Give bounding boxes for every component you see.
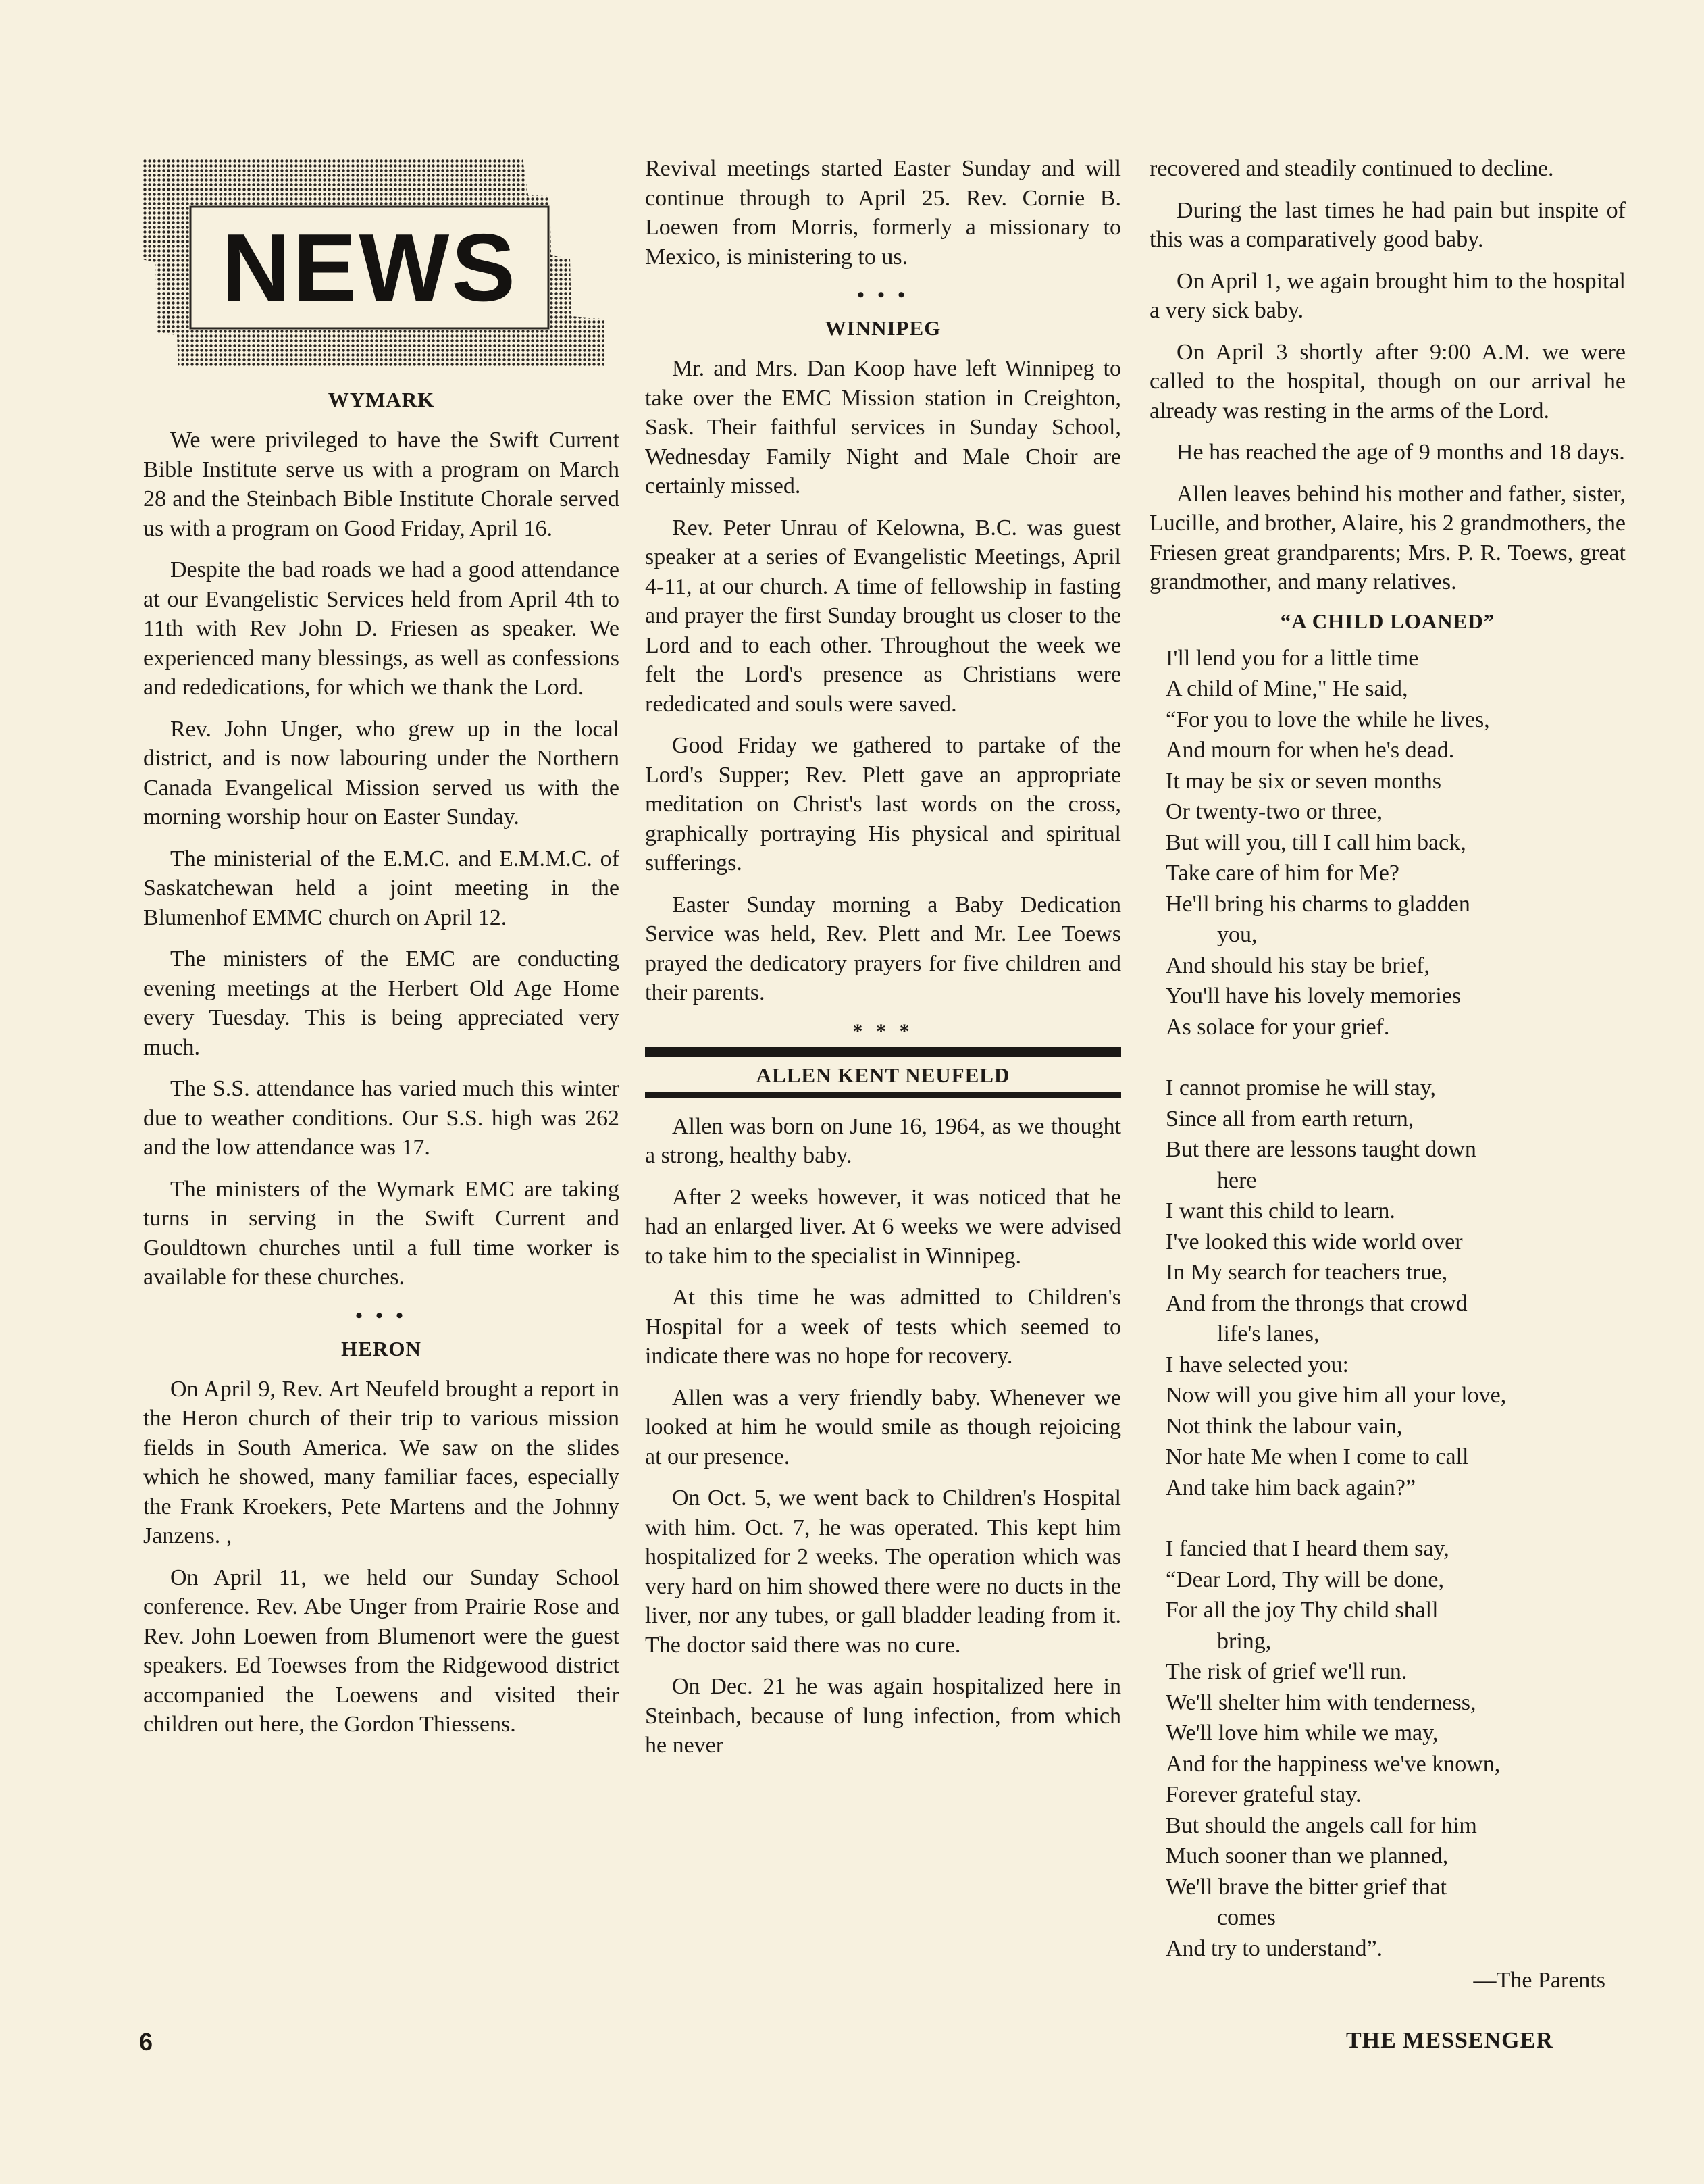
wymark-heading: WYMARK [328, 388, 435, 411]
obituary-paragraph: Allen leaves behind his mother and father, sister, Lucille, and brother, Alaire, his 2 grandmothers, the Friesen great grandparents; Mrs. P. R. Toews, great grandmother, and many relatives. [1150, 481, 1626, 594]
poem-line: You'll have his lovely memories [1166, 984, 1462, 1009]
winnipeg-heading: WINNIPEG [825, 316, 941, 340]
obituary-continuation: recovered and steadily continued to decline. [1150, 156, 1554, 181]
poem-line: The risk of grief we'll run. [1166, 1659, 1408, 1684]
heron-continuation: Revival meetings started Easter Sunday and will continue through to April 25. Rev. Cornie B. Loewen from Morris, formerly a missionary to Mexico, is ministering to us. [645, 156, 1121, 270]
poem-line: And mourn for when he's dead. [1166, 738, 1455, 763]
poem-line: For all the joy Thy child shall [1166, 1598, 1439, 1623]
obituary-paragraph: Allen was a very friendly baby. Whenever we looked at him he would smile as though rejoicing at our presence. [645, 1385, 1121, 1469]
poem-stanza-2 [1150, 1073, 1626, 1503]
poem-line: here [1217, 1167, 1257, 1193]
poem-line: Take care of him for Me? [1166, 861, 1399, 886]
section-separator: • • • [857, 284, 909, 306]
winnipeg-paragraph: Easter Sunday morning a Baby Dedication Service was held, Rev. Plett and Mr. Lee Toews prayed the dedicatory prayers for five children and their parents. [645, 892, 1121, 1005]
poem-stanza-3 [1150, 1533, 1626, 1964]
poem-line: Or twenty-two or three, [1166, 799, 1383, 824]
poem-line: It may be six or seven months [1166, 768, 1441, 794]
poem-line: I have selected you: [1166, 1352, 1349, 1377]
poem-line: I want this child to learn. [1166, 1198, 1395, 1223]
obituary-paragraph: After 2 weeks however, it was noticed that he had an enlarged liver. At 6 weeks we were advised to take him to the specialist in Winnipeg. [645, 1184, 1121, 1269]
poem-line: He'll bring his charms to gladden [1166, 891, 1470, 917]
heron-paragraph: On April 11, we held our Sunday School conference. Rev. Abe Unger from Prairie Rose and Rev. John Loewen from Blumenort were the guest speakers. Ed Toewses from the Ridgewood district accompanied the Loewens and visited their children out here, the Gordon Thiessens. [143, 1565, 619, 1737]
poem-line: In My search for teachers true, [1166, 1260, 1448, 1285]
heron-heading: HERON [341, 1336, 421, 1361]
poem-line: Now will you give him all your love, [1166, 1383, 1507, 1408]
poem-line: We'll shelter him with tenderness, [1166, 1690, 1476, 1715]
obituary-heading: ALLEN KENT NEUFELD [756, 1063, 1010, 1087]
poem-signature: —The Parents [1473, 1968, 1605, 1993]
obituary-paragraph: On April 3 shortly after 9:00 A.M. we were called to the hospital, though on our arrival he already was resting in the arms of the Lord. [1150, 339, 1626, 424]
poem-line: Forever grateful stay. [1166, 1782, 1362, 1807]
section-separator: * * * [852, 1019, 914, 1042]
poem-line: Much sooner than we planned, [1166, 1844, 1449, 1869]
obituary-paragraph: He has reached the age of 9 months and 18 days. [1177, 440, 1625, 465]
column-3 [1150, 154, 1626, 1996]
obituary-paragraph: Allen was born on June 16, 1964, as we thought a strong, healthy baby. [645, 1113, 1121, 1168]
wymark-paragraph: The ministerial of the E.M.C. and E.M.M.C. of Saskatchewan held a joint meeting in the Blumenhof EMMC church on April 12. [143, 846, 619, 930]
winnipeg-paragraph: Rev. Peter Unrau of Kelowna, B.C. was guest speaker at a series of Evangelistic Meetings, April 4-11, at our church. A time of fellowship in fasting and prayer the first Sunday brought us closer to the Lord and to each other. Throughout the week we felt the Lord's presence as Christians were rededicated and souls were saved. [645, 515, 1121, 717]
page-number: 6 [139, 2028, 153, 2056]
poem-title: “A CHILD LOANED” [1280, 609, 1495, 633]
heading-rule-bottom [645, 1092, 1121, 1098]
wymark-paragraph: The ministers of the EMC are conducting evening meetings at the Herbert Old Age Home every Tuesday. This is being appreciated very much. [143, 946, 619, 1060]
wymark-paragraph: The ministers of the Wymark EMC are taking turns in serving in the Swift Current and Gouldtown churches until a full time worker is available for these churches. [143, 1176, 619, 1290]
wymark-paragraph: Rev. John Unger, who grew up in the local district, and is now labouring under the Northern Canada Evangelical Mission served us with the morning worship hour on Easter Sunday. [143, 716, 619, 830]
column-2 [645, 154, 1121, 1773]
poem-line: Not think the labour vain, [1166, 1413, 1403, 1439]
poem-line: And from the throngs that crowd [1166, 1290, 1468, 1316]
poem-line: I fancied that I heard them say, [1166, 1536, 1449, 1561]
obituary-paragraph: On April 1, we again brought him to the hospital a very sick baby. [1150, 268, 1626, 323]
winnipeg-paragraph: Good Friday we gathered to partake of the Lord's Supper; Rev. Plett gave an appropriate meditation on Christ's last words on the cross, graphically portraying His physical and spiritual sufferings. [645, 733, 1121, 875]
wymark-paragraph: We were privileged to have the Swift Current Bible Institute serve us with a program on March 28 and the Steinbach Bible Institute Chorale served us with a program on Good Friday, April 16. [143, 428, 619, 541]
news-logo [138, 154, 606, 369]
obituary-paragraph: On Dec. 21 he was again hospitalized here in Steinbach, because of lung infection, from which he never [645, 1674, 1121, 1758]
wymark-paragraph: Despite the bad roads we had a good attendance at our Evangelistic Services held from April 4th to 11th with Rev John D. Friesen as speaker. We experienced many blessings, as well as confessions and rededications, for which we thank the Lord. [143, 557, 619, 700]
poem-line: And take him back again?” [1166, 1475, 1416, 1500]
poem-line: “For you to love the while he lives, [1166, 707, 1490, 732]
poem-line: But will you, till I call him back, [1166, 830, 1466, 855]
poem-line: And try to understand”. [1166, 1935, 1383, 1961]
poem-line: But should the angels call for him [1166, 1812, 1477, 1838]
poem-line: I'll lend you for a little time [1166, 645, 1419, 671]
winnipeg-paragraph: Mr. and Mrs. Dan Koop have left Winnipeg to take over the EMC Mission station in Creighton, Sask. Their faithful services in Sunday School, Wednesday Family Night and Male Choir are certainly missed. [645, 356, 1121, 499]
poem-line: comes [1217, 1905, 1276, 1930]
column-1 [143, 154, 619, 1752]
poem-line: And should his stay be brief, [1166, 953, 1430, 978]
obituary-paragraph: On Oct. 5, we went back to Children's Hospital with him. Oct. 7, he was operated. This kept him hospitalized for 2 weeks. The operation which was very hard on him showed there were no ducts in the liver, nor any tubes, or gall bladder leading from it. The doctor said there was no cure. [645, 1485, 1121, 1658]
obituary-paragraph: At this time he was admitted to Children's Hospital for a week of tests which seemed to indicate there was no hope for recovery. [645, 1285, 1121, 1369]
poem-line: I've looked this wide world over [1166, 1229, 1463, 1254]
wymark-paragraph: The S.S. attendance has varied much this winter due to weather conditions. Our S.S. high was 262 and the low attendance was 17. [143, 1076, 619, 1160]
poem-line: bring, [1217, 1628, 1272, 1654]
poem-line: A child of Mine," He said, [1166, 676, 1408, 701]
publication-name: THE MESSENGER [1346, 2028, 1553, 2053]
poem-line: As solace for your grief. [1166, 1014, 1390, 1040]
poem-stanza-1 [1150, 643, 1626, 1043]
poem-line: you, [1217, 922, 1258, 947]
heron-paragraph: On April 9, Rev. Art Neufeld brought a report in the Heron church of their trip to various mission fields in South America. We saw on the slides which he showed, many familiar faces, especially the Frank Kroekers, Pete Martens and the Johnny Janzens. , [143, 1376, 619, 1548]
news-title: NEWS [222, 214, 517, 322]
poem-line: I cannot promise he will stay, [1166, 1075, 1437, 1100]
poem-line: “Dear Lord, Thy will be done, [1166, 1567, 1444, 1592]
poem-line: life's lanes, [1217, 1321, 1320, 1346]
heading-rule-top [645, 1047, 1121, 1057]
section-separator: • • • [355, 1304, 407, 1327]
poem-line: We'll love him while we may, [1166, 1721, 1439, 1746]
poem-line: But there are lessons taught down [1166, 1137, 1476, 1162]
poem-line: And for the happiness we've known, [1166, 1751, 1501, 1777]
obituary-paragraph: During the last times he had pain but inspite of this was a comparatively good baby. [1150, 197, 1626, 252]
poem-line: Nor hate Me when I come to call [1166, 1444, 1469, 1469]
poem-line: Since all from earth return, [1166, 1106, 1414, 1132]
poem-line: We'll brave the bitter grief that [1166, 1874, 1447, 1900]
